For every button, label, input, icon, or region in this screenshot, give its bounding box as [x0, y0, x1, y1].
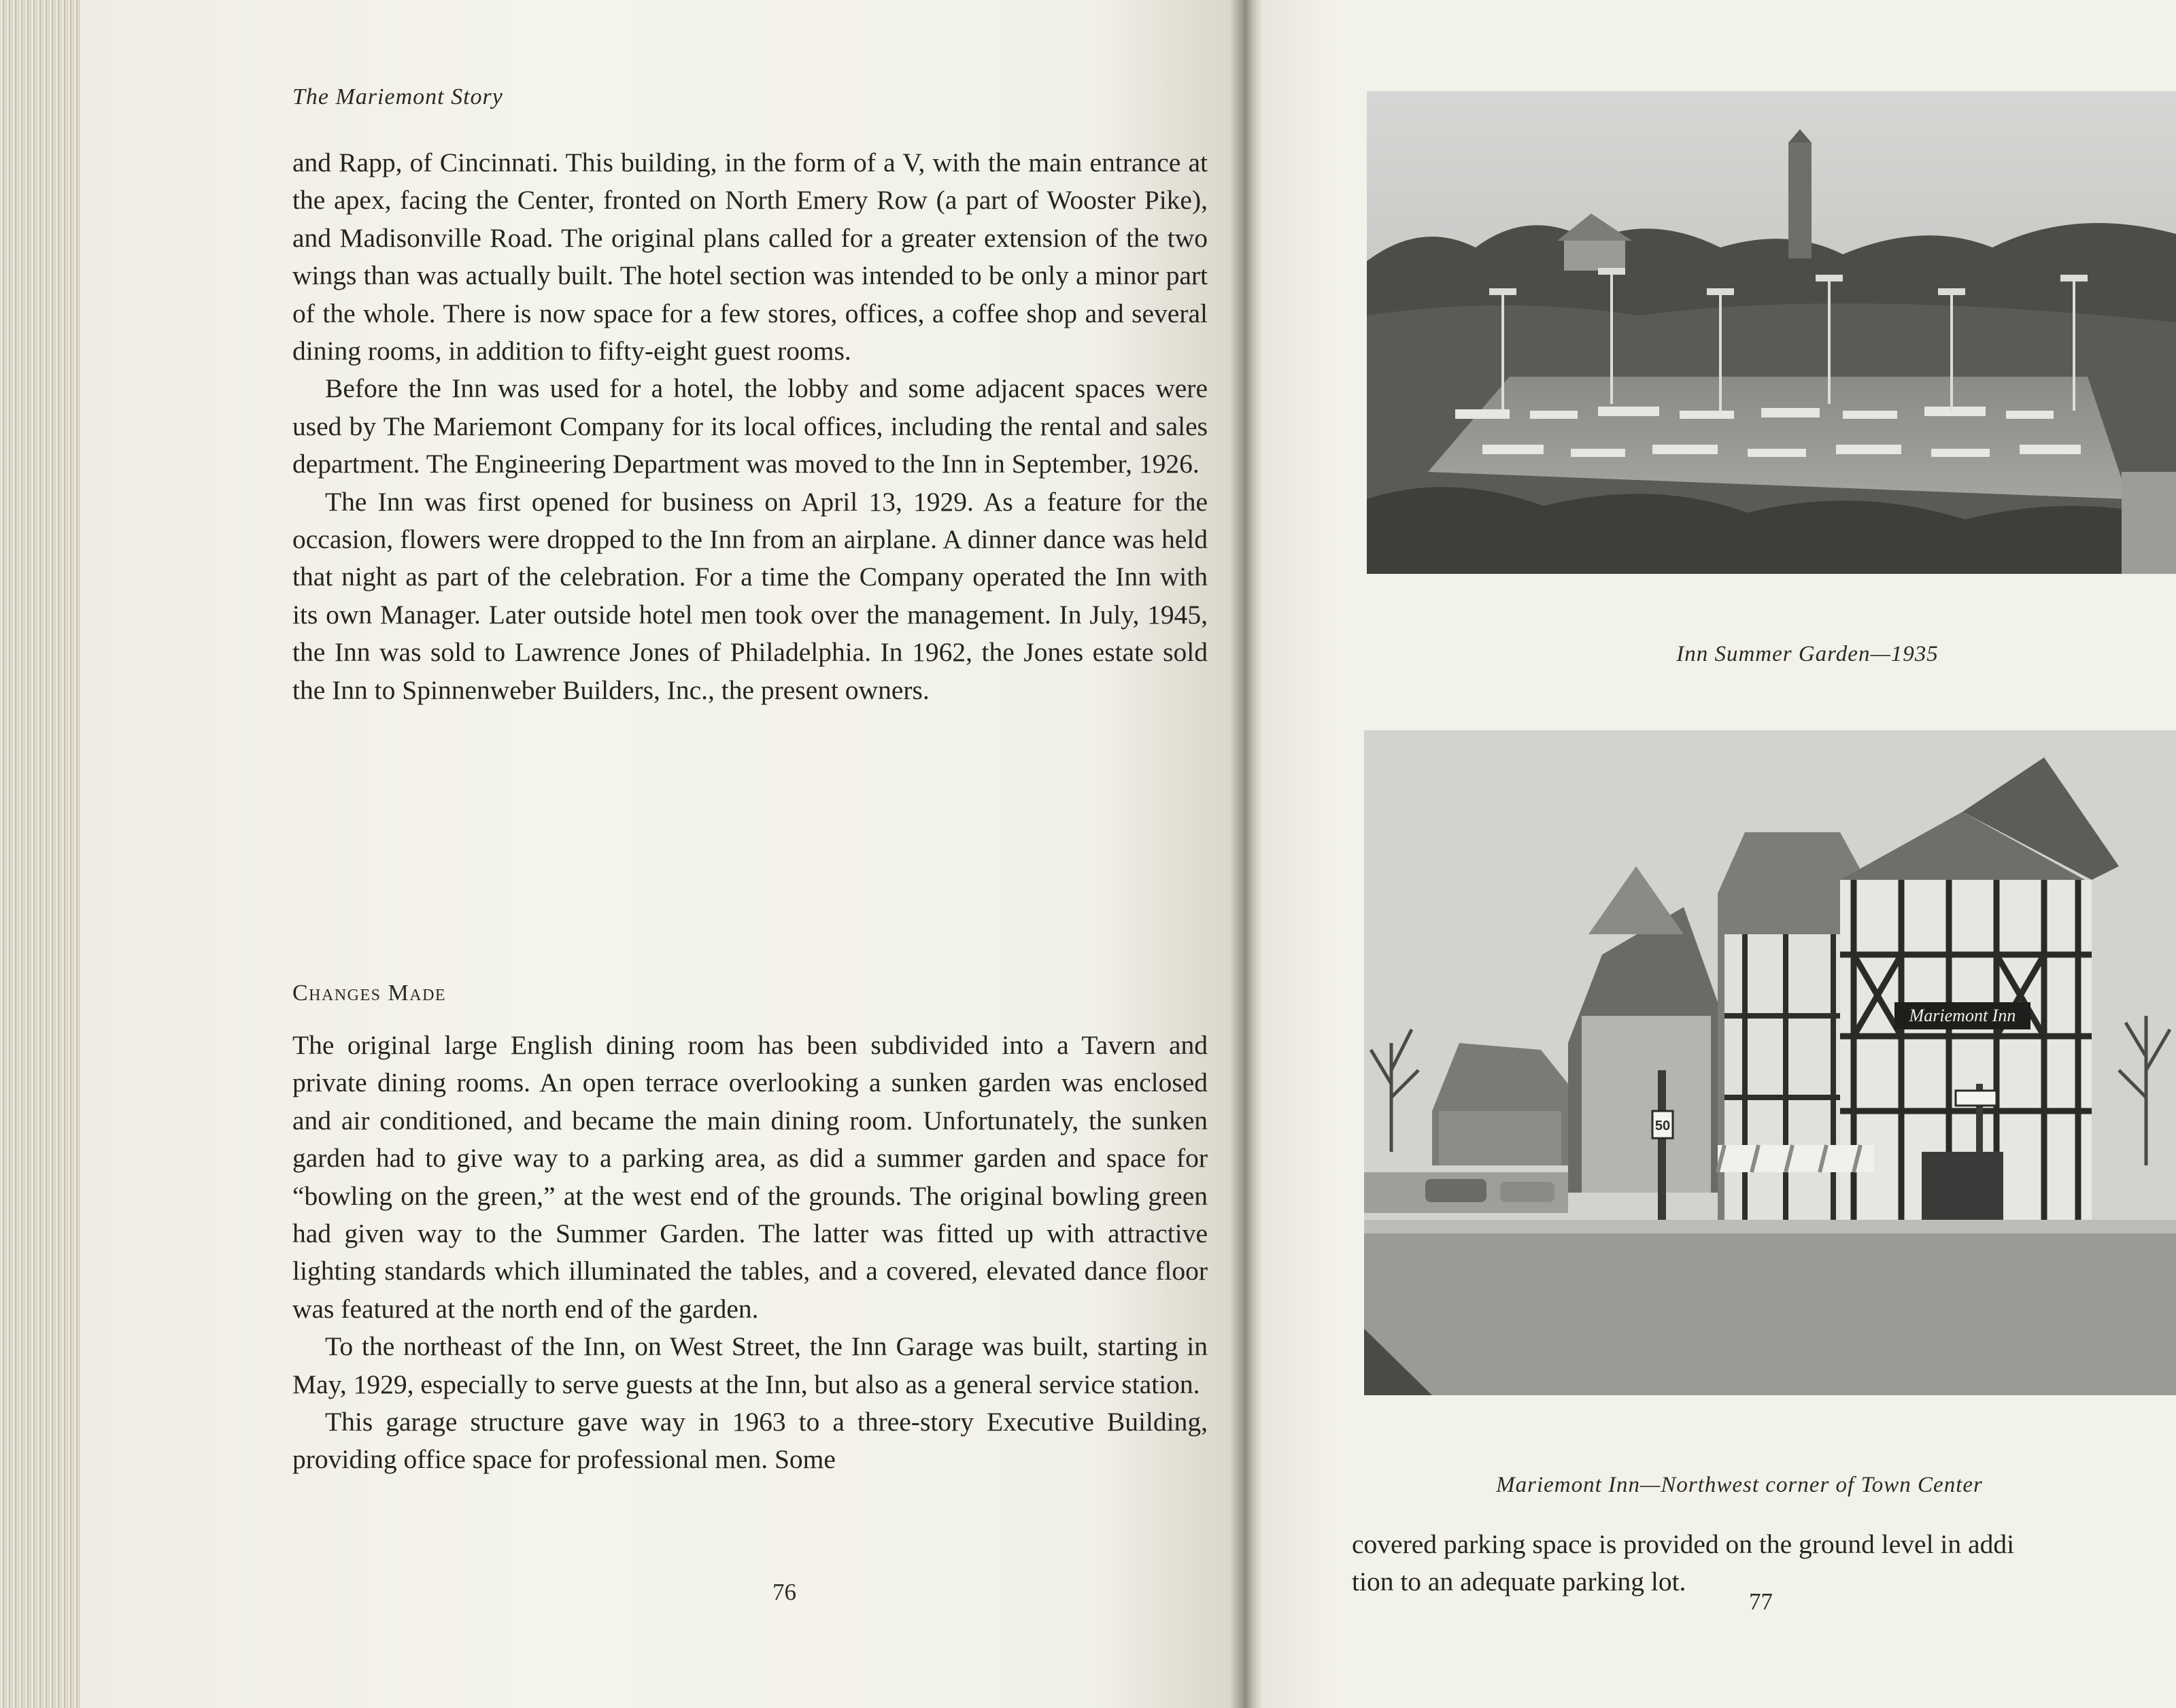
left-page	[80, 0, 1231, 1708]
photo-caption-summer-garden: Inn Summer Garden—1935	[1676, 642, 1939, 666]
paragraph: This garage structure gave way in 1963 to a three-story Executive Building, providing office space for professional men. Some	[292, 1407, 1208, 1475]
right-page	[1263, 0, 2176, 1708]
body-text-section	[292, 1027, 1208, 1479]
paragraph: To the northeast of the Inn, on West Street, the Inn Garage was built, starting in May, 1929, especially to serve guests at the Inn, but also as a general service station.	[292, 1331, 1208, 1399]
section-heading: Changes Made	[292, 980, 447, 1006]
mariemont-inn-photo	[1364, 730, 2176, 1395]
page-edges	[0, 0, 80, 1708]
page-number-left: 76	[772, 1579, 796, 1605]
book-gutter	[1231, 0, 1263, 1708]
route-sign: 50	[1654, 1118, 1671, 1133]
paragraph: The original large English dining room has been subdivided into a Tavern and private dining rooms. An open terrace overlooking a sunken garden was enclosed and air conditioned, and became the main dining room. Unfortunately, the sunken garden had to give way to a parking area, as did a summer garden and space for “bowling on the green,” at the west end of the grounds. The original bowling green had given way to the Summer Garden. The latter was fitted up with attractive lighting standards which illuminated the tables, and a covered, elevated dance floor was featured at the north end of the garden.	[292, 1030, 1208, 1324]
running-head: The Mariemont Story	[292, 84, 503, 109]
inn-sign: Mariemont Inn	[1909, 1006, 2016, 1025]
text-line: covered parking space is provided on the ground level in addi	[1352, 1529, 2015, 1559]
text-line: tion to an adequate parking lot.	[1352, 1567, 1686, 1597]
page-number-right: 77	[1749, 1588, 1773, 1615]
paragraph: and Rapp, of Cincinnati. This building, in the form of a V, with the main entrance at the apex, facing the Center, fronted on North Emery Row (a part of Wooster Pike), and Madisonville Road. The original plans called for a greater extension of the two wings than was actually built. The hotel section was intended to be only a minor part of the whole. There is now space for a few stores, offices, a coffee shop and several dining rooms, in addition to fifty-eight guest rooms.	[292, 148, 1208, 366]
paragraph: Before the Inn was used for a hotel, the lobby and some adjacent spaces were used by The Mariemont Company for its local offices, including the rental and sales department. The Engineering Department was moved to the Inn in September, 1926.	[292, 373, 1208, 479]
summer-garden-photo	[1367, 91, 2176, 574]
body-text-top	[292, 144, 1208, 709]
paragraph: The Inn was first opened for business on April 13, 1929. As a feature for the occasion, flowers were dropped to the Inn from an airplane. A dinner dance was held that night as part of the celebration. For a time the Company operated the Inn with its own Manager. Later outside hotel men took over the management. In July, 1945, the Inn was sold to Lawrence Jones of Philadelphia. In 1962, the Jones estate sold the Inn to Spinnenweber Builders, Inc., the present owners.	[292, 486, 1208, 705]
photo-caption-inn: Mariemont Inn—Northwest corner of Town Center	[1496, 1473, 1983, 1497]
